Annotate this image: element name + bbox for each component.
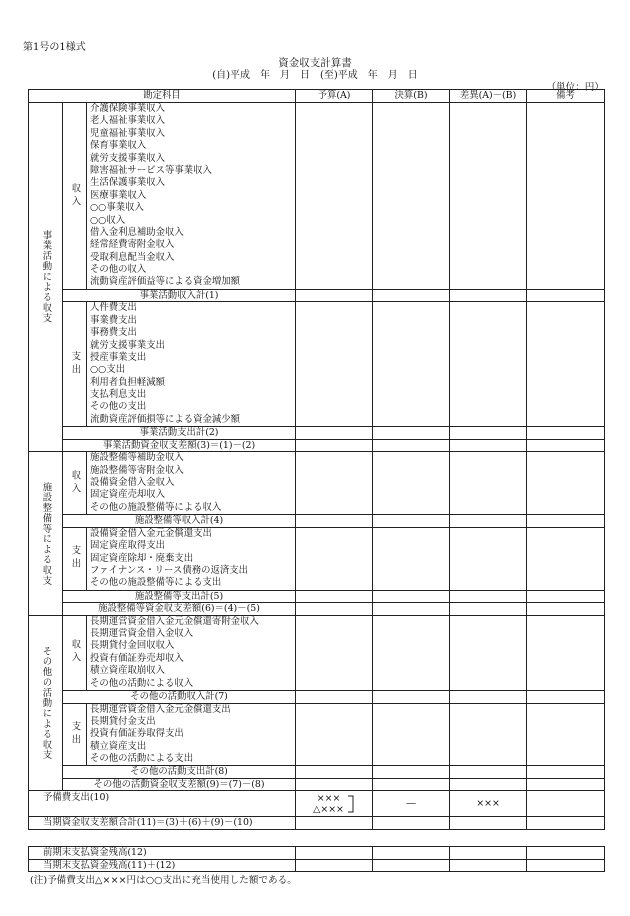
account-item: 障害福祉サービス等事業収入 bbox=[90, 164, 212, 176]
account-item: ファイナンス・リース債務の返済支出 bbox=[90, 564, 248, 576]
account-item: その他の活動による支出 bbox=[90, 753, 194, 765]
account-item: 介護保険事業収入 bbox=[90, 103, 166, 114]
account-item: その他の活動による収入 bbox=[90, 677, 194, 689]
account-item: 借入金利息補助金収入 bbox=[90, 226, 184, 238]
other-income-total: その他の活動収入計(7) bbox=[63, 691, 296, 704]
header-diff: 差異(A)－(B) bbox=[450, 90, 527, 103]
cash-flow-table bbox=[28, 89, 605, 830]
document-title: 資金収支計算書 bbox=[278, 57, 352, 69]
reserve-budget-line1: ××× bbox=[316, 792, 341, 804]
account-item: 積立資産取崩収入 bbox=[90, 665, 166, 677]
account-item: 事業費支出 bbox=[90, 314, 137, 326]
period: (自)平成 年 月 日 (至)平成 年 月 日 bbox=[212, 70, 418, 81]
account-item: 保育事業収入 bbox=[90, 140, 147, 152]
group-facility-expense: 支出 bbox=[63, 527, 87, 590]
business-balance: 事業活動資金収支差額(3)＝(1)－(2) bbox=[63, 439, 296, 452]
prev-balance: 前期末支払資金残高(12) bbox=[29, 847, 296, 860]
header-actual: 決算(B) bbox=[373, 90, 450, 103]
group-facility-income: 収入 bbox=[63, 452, 87, 515]
balance-table bbox=[28, 846, 605, 872]
account-item: 固定資産売却収入 bbox=[90, 489, 166, 501]
account-item: 長期貸付金支出 bbox=[90, 715, 156, 727]
section-other: その他の活動による収支 bbox=[29, 615, 63, 791]
account-item: 受取利息配当金収入 bbox=[90, 251, 175, 263]
section-business: 事業活動による収支 bbox=[29, 103, 63, 452]
account-item: 積立資産支出 bbox=[90, 740, 147, 752]
account-item: 長期運営資金借入金元金償還寄附金収入 bbox=[90, 615, 259, 627]
group-business-income: 収入 bbox=[63, 103, 87, 290]
business-income-total: 事業活動収入計(1) bbox=[63, 289, 296, 302]
group-business-expense: 支出 bbox=[63, 302, 87, 427]
header-account: 勘定科目 bbox=[29, 90, 296, 103]
reserve-label: 予備費支出(10) bbox=[29, 791, 296, 817]
account-item: 施設整備等寄附金収入 bbox=[90, 464, 184, 476]
facility-income-items bbox=[87, 452, 296, 515]
footnote: (注)予備費支出△×××円は○○支出に充当使用した額である。 bbox=[30, 875, 297, 886]
account-item: その他の施設整備等による支出 bbox=[90, 577, 222, 589]
account-item: 人件費支出 bbox=[90, 302, 137, 314]
other-expense-total: その他の活動支出計(8) bbox=[63, 766, 296, 779]
account-item: 流動資産評価益等による資金増加額 bbox=[90, 276, 241, 288]
account-item: 事務費支出 bbox=[90, 327, 137, 339]
group-other-income: 収入 bbox=[63, 615, 87, 690]
business-expense-items bbox=[87, 302, 296, 427]
account-item: 設備資金借入金収入 bbox=[90, 477, 175, 489]
account-item: その他の支出 bbox=[90, 401, 147, 413]
account-item: 長期運営資金借入金収入 bbox=[90, 628, 194, 640]
account-item: 施設整備等補助金収入 bbox=[90, 452, 184, 464]
account-item: 固定資産除却・廃棄支出 bbox=[90, 552, 194, 564]
reserve-budget bbox=[296, 791, 373, 817]
account-item: 設備資金借入金元金償還支出 bbox=[90, 527, 212, 539]
unit-label: （単位：円） bbox=[546, 82, 604, 93]
account-item: その他の施設整備等による収入 bbox=[90, 501, 222, 513]
header-remarks: 備考 bbox=[527, 90, 605, 103]
account-item: ○○事業収入 bbox=[90, 202, 144, 214]
account-item: 流動資産評価損等による資金減少額 bbox=[90, 413, 241, 425]
account-item: ○○支出 bbox=[90, 364, 126, 376]
bracket-icon bbox=[347, 793, 355, 815]
end-balance: 当期末支払資金残高(11)＋(12) bbox=[29, 859, 296, 872]
account-item: 医療事業収入 bbox=[90, 189, 147, 201]
account-item: 児童福祉事業収入 bbox=[90, 127, 166, 139]
reserve-actual: ― bbox=[373, 791, 450, 817]
reserve-budget-line2: △××× bbox=[313, 803, 344, 815]
account-item: 利用者負担軽減額 bbox=[90, 376, 166, 388]
facility-expense-items bbox=[87, 527, 296, 590]
facility-income-total: 施設整備等収入計(4) bbox=[63, 515, 296, 528]
account-item: 授産事業支出 bbox=[90, 351, 147, 363]
facility-expense-total: 施設整備等支出計(5) bbox=[63, 590, 296, 603]
account-item: 固定資産取得支出 bbox=[90, 540, 166, 552]
group-other-expense: 支出 bbox=[63, 703, 87, 766]
account-item: 投資有価証券売却収入 bbox=[90, 652, 184, 664]
other-income-items bbox=[87, 615, 296, 690]
account-item: 生活保護事業収入 bbox=[90, 177, 166, 189]
account-item: 就労支援事業収入 bbox=[90, 152, 166, 164]
account-item: 就労支援事業支出 bbox=[90, 339, 166, 351]
header-row bbox=[29, 90, 605, 103]
section-facility: 施設整備等による収支 bbox=[29, 452, 63, 615]
facility-balance: 施設整備等資金収支差額(6)＝(4)－(5) bbox=[63, 603, 296, 616]
current-balance: 当期資金収支差額合計(11)＝(3)＋(6)＋(9)－(10) bbox=[29, 817, 296, 830]
other-expense-items bbox=[87, 703, 296, 766]
account-item: その他の収入 bbox=[90, 264, 147, 276]
account-item: 経常経費寄附金収入 bbox=[90, 239, 175, 251]
form-number: 第1号の1様式 bbox=[23, 42, 86, 53]
account-item: 支払利息支出 bbox=[90, 389, 147, 401]
other-balance: その他の活動資金収支差額(9)＝(7)－(8) bbox=[63, 778, 296, 791]
header-budget: 予算(A) bbox=[296, 90, 373, 103]
account-item: ○○収入 bbox=[90, 214, 126, 226]
account-item: 長期貸付金回収収入 bbox=[90, 640, 175, 652]
account-item: 老人福祉事業収入 bbox=[90, 115, 166, 127]
business-expense-total: 事業活動支出計(2) bbox=[63, 427, 296, 440]
business-income-items bbox=[87, 103, 296, 290]
reserve-diff: ××× bbox=[450, 791, 527, 817]
account-item: 投資有価証券取得支出 bbox=[90, 728, 184, 740]
account-item: 長期運営資金借入金元金償還支出 bbox=[90, 703, 231, 715]
